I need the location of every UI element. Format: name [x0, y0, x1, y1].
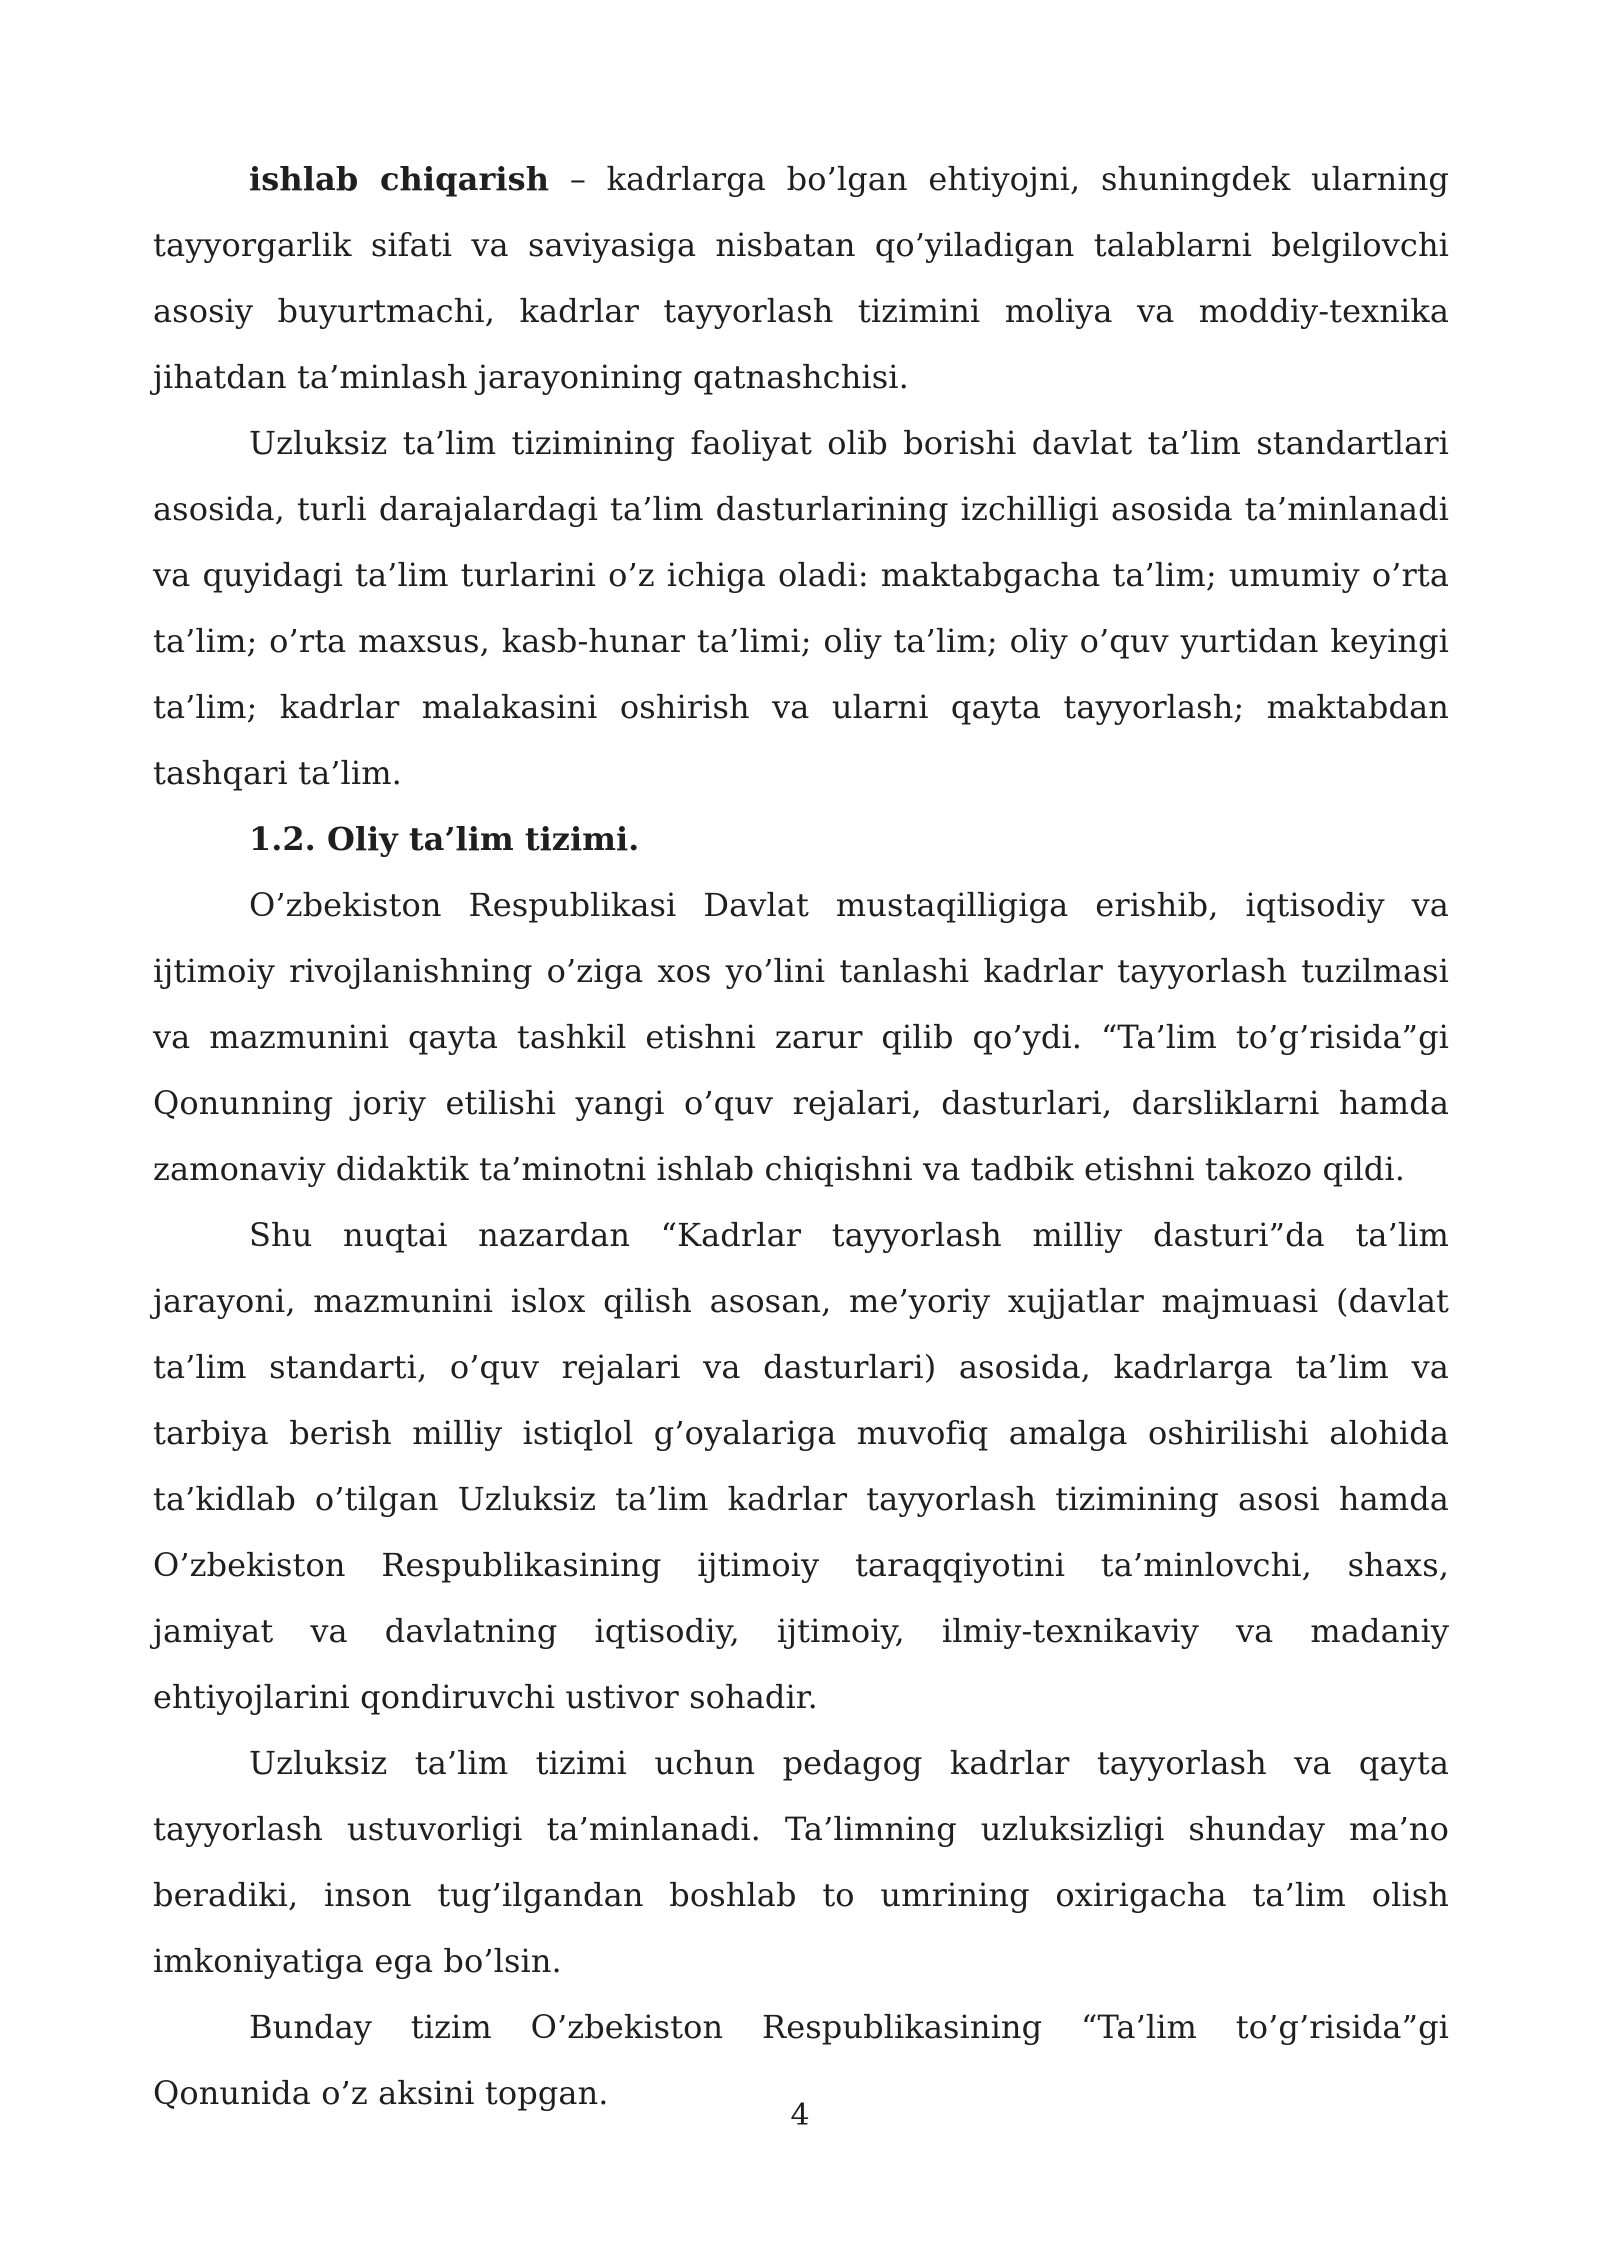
section-paragraph: O’zbekiston Respublikasi Davlat mustaqilligiga erishib, iqtisodiy va ijtimoiy rivojlanishning o’ziga xos yo’lini tanlashi kadrlar tayyorlash tuzilmasi va mazmunini qayta tashkil etishni zarur qilib qo’ydi. “Ta’lim to’g’risida”gi Qonunning joriy etilishi yangi o’quv rejalari, dasturlari, darsliklarni hamda zamonaviy didaktik ta’minotni ishlab chiqishni va tadbik etishni takozo qildi. [153, 886, 1449, 1188]
document-page [153, 146, 1449, 2126]
defined-term: ishlab chiqarish [249, 160, 550, 198]
paragraph-definition [153, 146, 1449, 410]
section-paragraph: Bunday tizim O’zbekiston Respublikasining “Ta’lim to’g’risida”gi Qonunida o’z aksini topgan. [153, 2008, 1449, 2112]
paragraph-continuous-education: Uzluksiz ta’lim tizimining faoliyat olib borishi davlat ta’lim standartlari asosida, turli darajalardagi ta’lim dasturlarining izchilligi asosida ta’minlanadi va quyidagi ta’lim turlarini o’z ichiga oladi: maktabgacha ta’lim; umumiy o’rta ta’lim; o’rta maxsus, kasb-hunar ta’limi; oliy ta’lim; oliy o’quv yurtidan keyingi ta’lim; kadrlar malakasini oshirish va ularni qayta tayyorlash; maktabdan tashqari ta’lim. [153, 424, 1449, 792]
section-paragraph: Uzluksiz ta’lim tizimi uchun pedagog kadrlar tayyorlash va qayta tayyorlash ustuvorligi ta’minlanadi. Ta’limning uzluksizligi shunday ma’no beradiki, inson tug’ilgandan boshlab to umrining oxirigacha ta’lim olish imkoniyatiga ega bo’lsin. [153, 1744, 1449, 1980]
definition-text: – kadrlarga bo’lgan ehtiyojni, shuningdek ularning tayyorgarlik sifati va saviyasiga nisbatan qo’yiladigan talablarni belgilovchi asosiy buyurtmachi, kadrlar tayyorlash tizimini moliya va moddiy-texnika jihatdan ta’minlash jarayonining qatnashchisi. [153, 160, 1449, 396]
section-paragraph: Shu nuqtai nazardan “Kadrlar tayyorlash milliy dasturi”da ta’lim jarayoni, mazmunini islox qilish asosan, me’yoriy xujjatlar majmuasi (davlat ta’lim standarti, o’quv rejalari va dasturlari) asosida, kadrlarga ta’lim va tarbiya berish milliy istiqlol g’oyalariga muvofiq amalga oshirilishi alohida ta’kidlab o’tilgan Uzluksiz ta’lim kadrlar tayyorlash tizimining asosi hamda O’zbekiston Respublikasining ijtimoiy taraqqiyotini ta’minlovchi, shaxs, jamiyat va davlatning iqtisodiy, ijtimoiy, ilmiy-texnikaviy va madaniy ehtiyojlarini qondiruvchi ustivor sohadir. [153, 1216, 1449, 1716]
section-heading: 1.2. Oliy ta’lim tizimi. [249, 820, 640, 858]
page-number: 4 [790, 2098, 810, 2133]
